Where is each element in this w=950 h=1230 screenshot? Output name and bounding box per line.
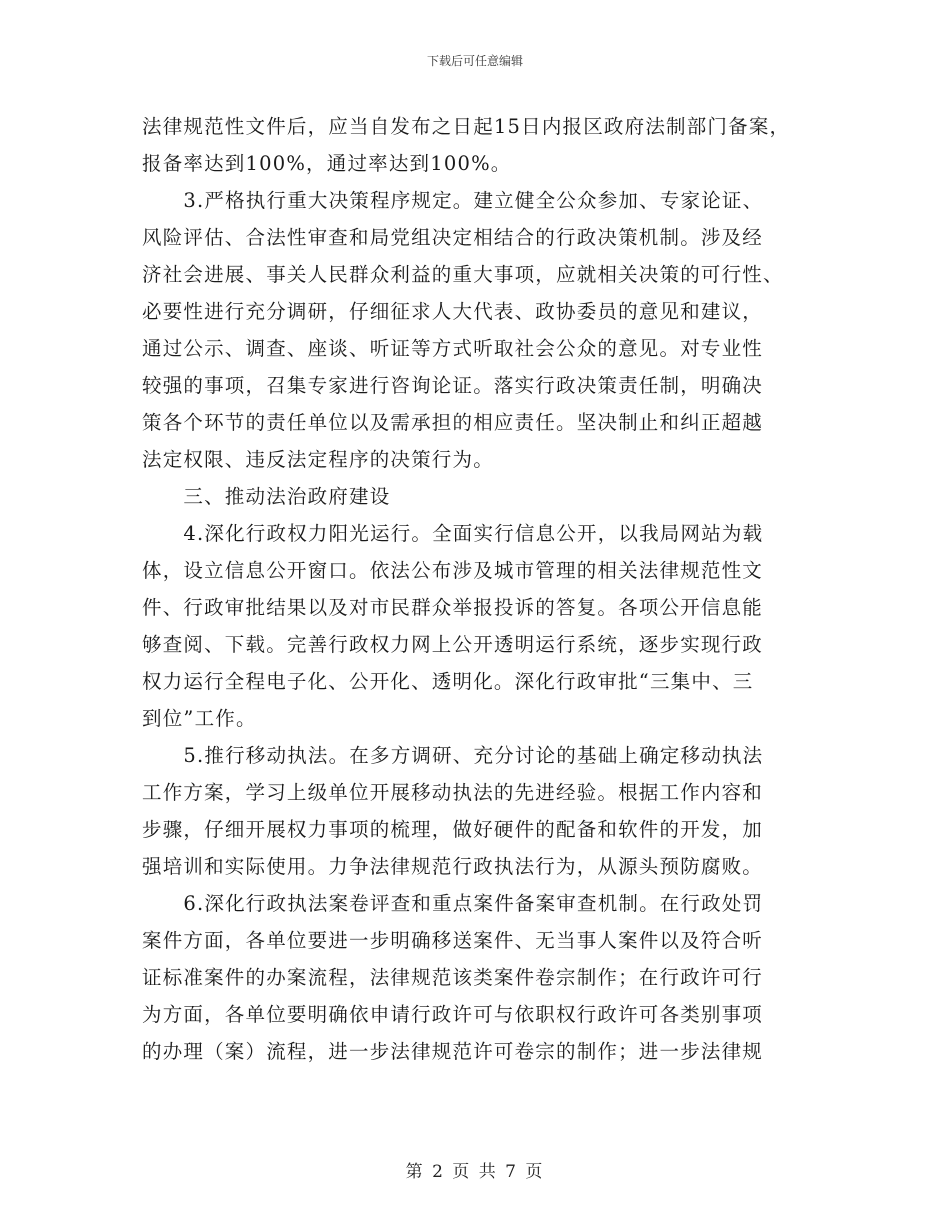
text-line: 法定权限、违反法定程序的决策行为。 [142,448,494,471]
text-line: 的办理（案）流程，进一步法律规范许可卷宗的制作；进一步法律规 [142,1040,764,1063]
page-header: 下载后可任意编辑 [426,54,523,68]
text-line: 通过公示、调查、座谈、听证等方式听取社会公众的意见。对专业性 [142,337,764,360]
text-line: 案件方面，各单位要进一步明确移送案件、无当事人案件以及符合听 [142,929,764,952]
text-line: 3.严格执行重大决策程序规定。建立健全公众参加、专家论证、 [142,189,764,212]
text-line: 件、行政审批结果以及对市民群众举报投诉的答复。各项公开信息能 [142,596,764,619]
text-line: 必要性进行充分调研，仔细征求人大代表、政协委员的意见和建议， [142,300,764,323]
text-line: 够查阅、下载。完善行政权力网上公开透明运行系统，逐步实现行政 [142,633,764,656]
text-line: 6.深化行政执法案卷评查和重点案件备案审查机制。在行政处罚 [142,892,764,915]
text-line: 证标准案件的办案流程，法律规范该类案件卷宗制作；在行政许可行 [142,966,764,989]
text-line: 济社会进展、事关人民群众利益的重大事项，应就相关决策的可行性、 [142,263,784,286]
text-line: 步骤，仔细开展权力事项的梳理，做好硬件的配备和软件的开发，加 [142,818,764,841]
section-heading: 三、推动法治政府建设 [142,485,391,508]
text-line: 法律规范性文件后，应当自发布之日起15日内报区政府法制部门备案， [142,115,791,138]
text-line: 较强的事项，召集专家进行咨询论证。落实行政决策责任制，明确决 [142,374,764,397]
text-line: 体，设立信息公开窗口。依法公布涉及城市管理的相关法律规范性文 [142,559,764,582]
text-line: 4.深化行政权力阳光运行。全面实行信息公开，以我局网站为载 [142,522,764,545]
page-footer: 第 2 页 共 7 页 [405,1162,545,1182]
text-line: 到位”工作。 [142,707,257,730]
text-line: 5.推行移动执法。在多方调研、充分讨论的基础上确定移动执法 [142,744,764,767]
text-line: 风险评估、合法性审查和局党组决定相结合的行政决策机制。涉及经 [142,226,764,249]
text-line: 报备率达到100%，通过率达到100%。 [142,152,512,175]
text-line: 工作方案，学习上级单位开展移动执法的先进经验。根据工作内容和 [142,781,764,804]
text-line: 权力运行全程电子化、公开化、透明化。深化行政审批“三集中、三 [142,670,754,693]
text-line: 为方面，各单位要明确依申请行政许可与依职权行政许可各类别事项 [142,1003,764,1026]
text-line: 策各个环节的责任单位以及需承担的相应责任。坚决制止和纠正超越 [142,411,764,434]
document-body [142,108,807,1070]
text-line: 强培训和实际使用。力争法律规范行政执法行为，从源头预防腐败。 [142,855,764,878]
